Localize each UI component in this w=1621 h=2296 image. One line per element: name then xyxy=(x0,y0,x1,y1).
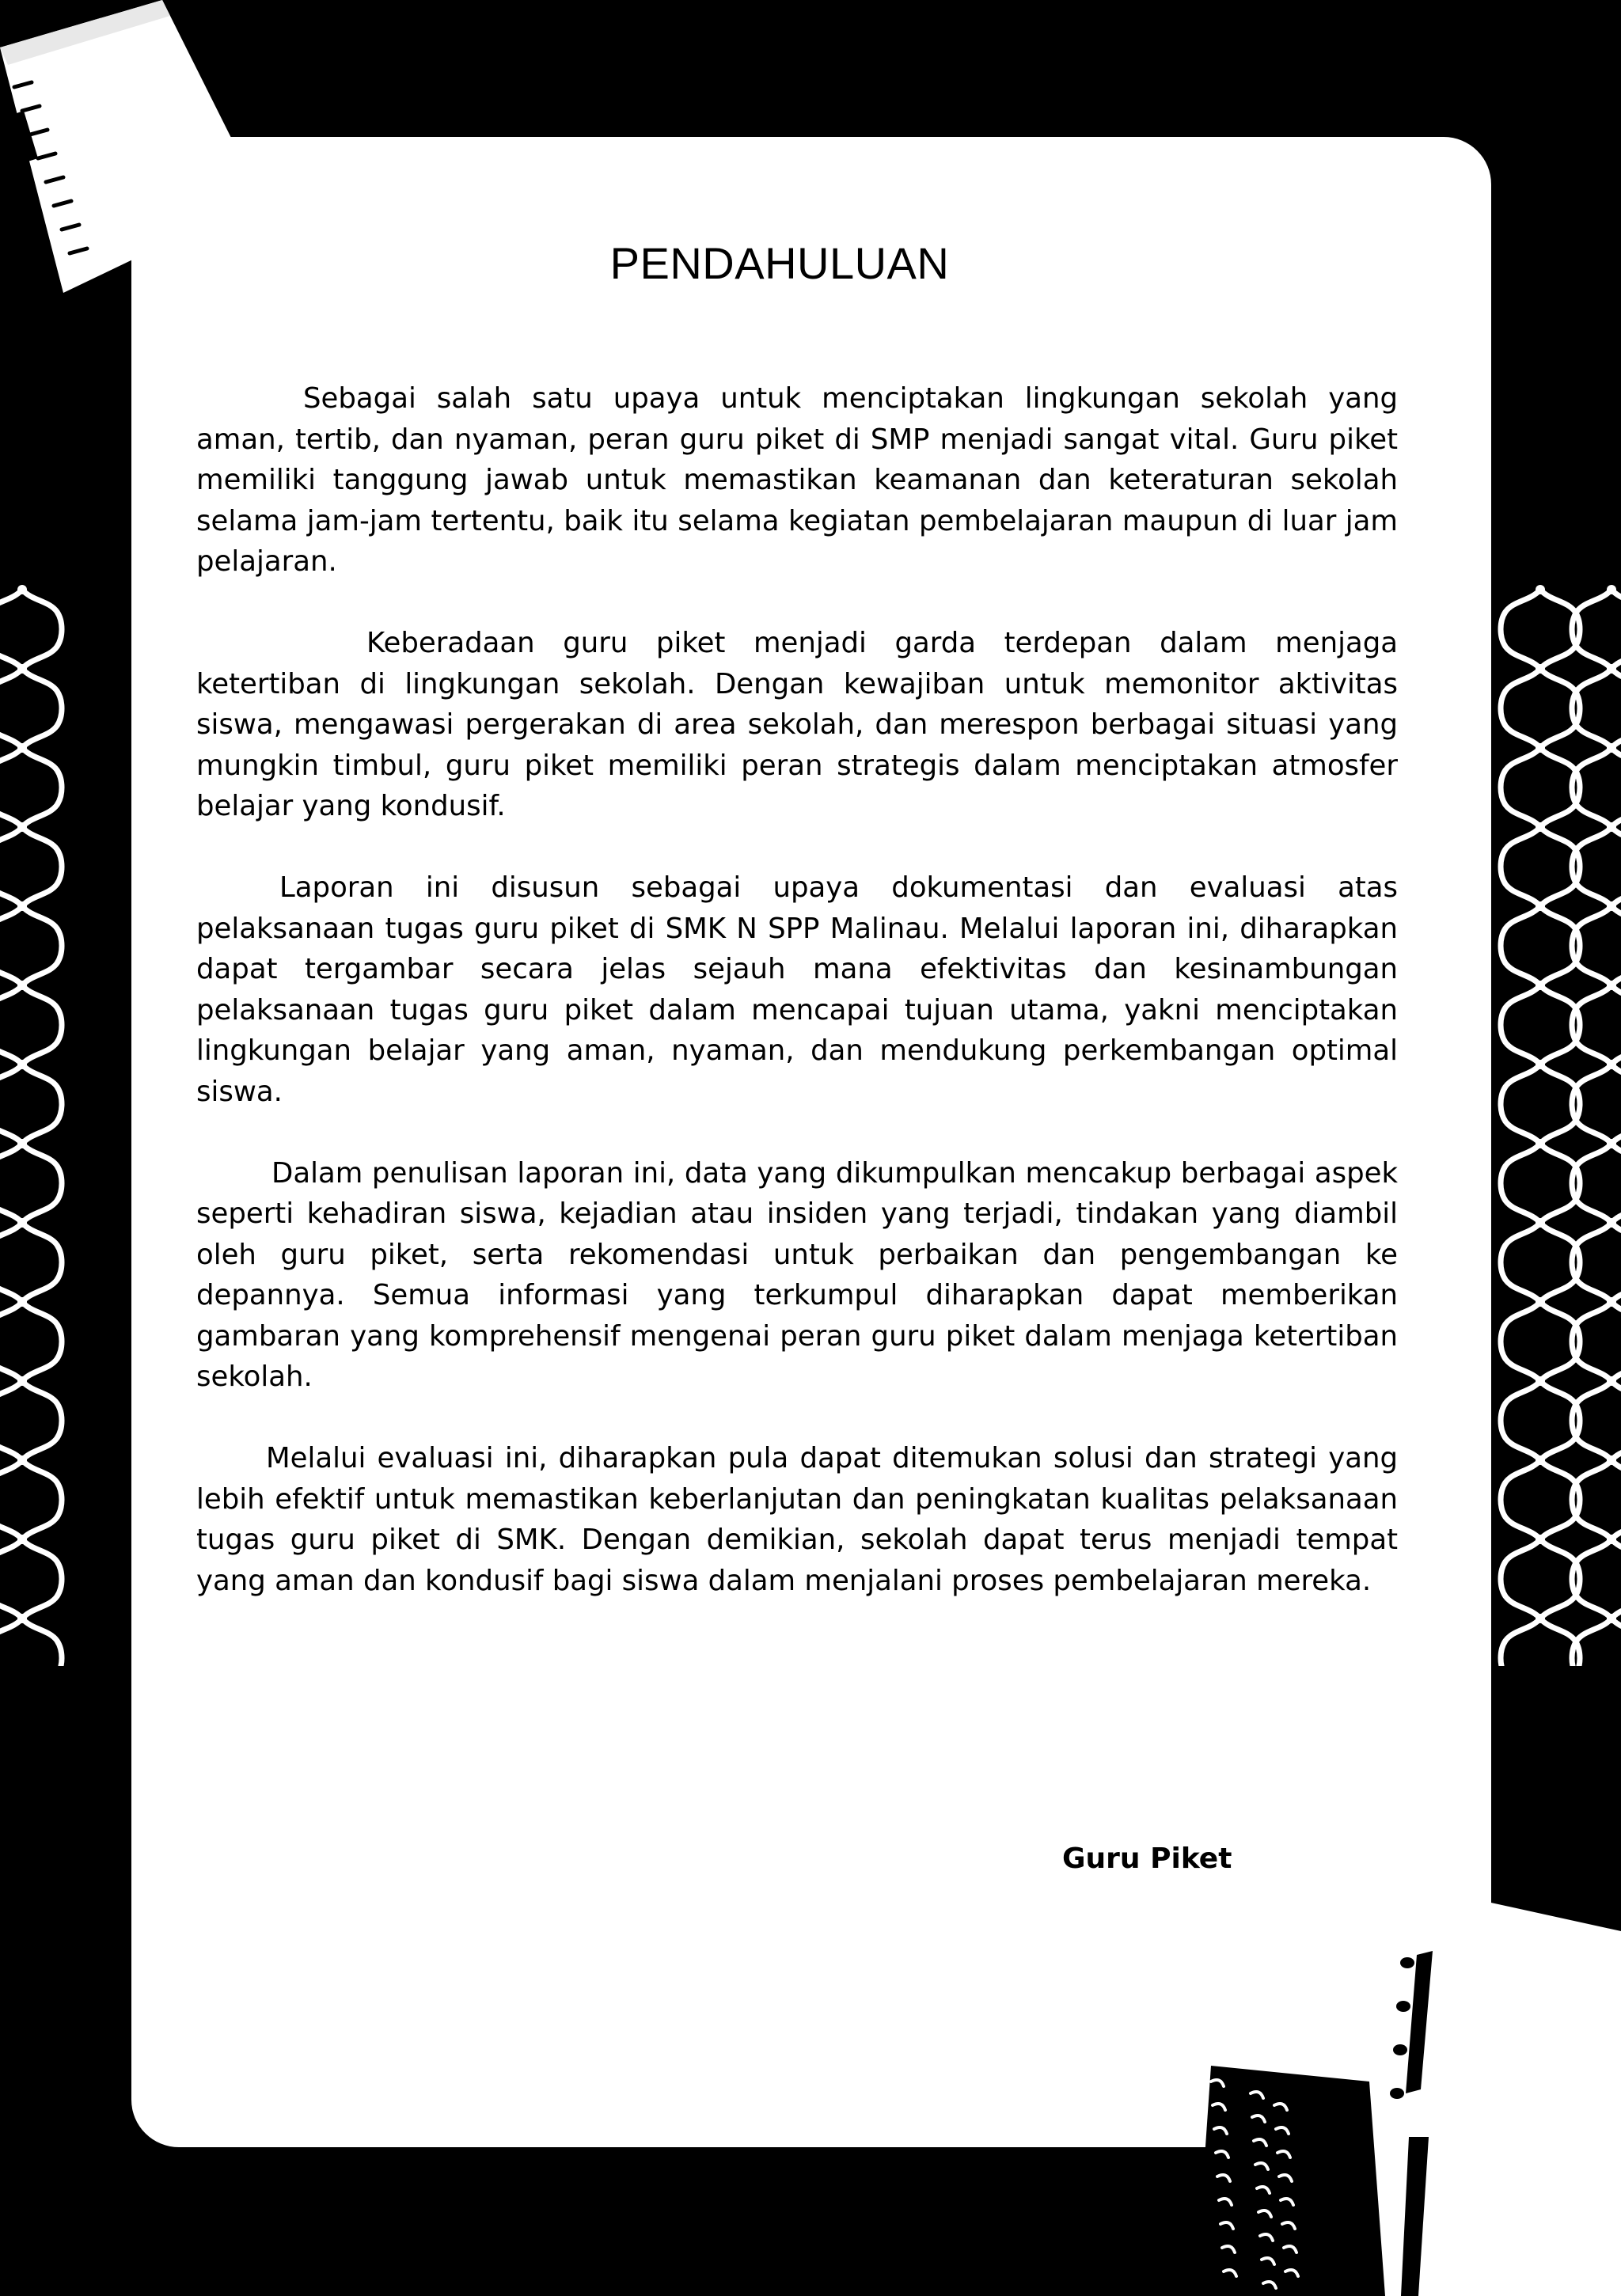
paragraph-1: Sebagai salah satu upaya untuk menciptakan lingkungan sekolah yang aman, tertib, dan nyaman, peran guru piket di SMP menjadi sangat vital. Guru piket memiliki tanggung jawab untuk memastikan keamanan dan keteraturan sekolah selama jam-jam tertentu, baik itu selama kegiatan pembelajaran maupun di luar jam pelajaran. xyxy=(196,382,1398,578)
signature-label: Guru Piket xyxy=(1062,1842,1232,1875)
page-title: PENDAHULUAN xyxy=(609,238,950,288)
paragraph-5: Melalui evaluasi ini, diharapkan pula dapat ditemukan solusi dan strategi yang lebih efektif untuk memastikan keberlanjutan dan peningkatan kualitas pelaksanaan tugas guru piket di SMK. Dengan demikian, sekolah dapat terus menjadi tempat yang aman dan kondusif bagi siswa dalam menjalani proses pembelajaran mereka. xyxy=(196,1442,1398,1597)
document-body xyxy=(196,378,1398,1642)
paragraph-3: Laporan ini disusun sebagai upaya dokumentasi dan evaluasi atas pelaksanaan tugas guru piket di SMK N SPP Malinau. Melalui laporan ini, diharapkan dapat tergambar secara jelas sejauh mana efektivitas dan kesinambungan pelaksanaan tugas guru piket dalam mencapai tujuan utama, yakni menciptakan lingkungan belajar yang aman, nyaman, dan mendukung perkembangan optimal siswa. xyxy=(196,871,1398,1108)
spiral-notepad-icon xyxy=(1187,2050,1393,2296)
right-ornament-border xyxy=(1494,574,1621,1666)
left-ornament-border xyxy=(0,574,76,1666)
paragraph-4: Dalam penulisan laporan ini, data yang dikumpulkan mencakup berbagai aspek seperti kehadiran siswa, kejadian atau insiden yang terjadi, tindakan yang diambil oleh guru piket, serta rekomendasi untuk perbaikan dan pengembangan ke depannya. Semua informasi yang terkumpul diharapkan dapat memberikan gambaran yang komprehensif mengenai peran guru piket dalam menjaga ketertiban sekolah. xyxy=(196,1156,1398,1393)
paragraph-2: Keberadaan guru piket menjadi garda terdepan dalam menjaga ketertiban di lingkungan sekolah. Dengan kewajiban untuk memonitor aktivitas siswa, mengawasi pergerakan di area sekolah, dan merespon berbagai situasi yang mungkin timbul, guru piket memiliki peran strategis dalam menciptakan atmosfer belajar yang kondusif. xyxy=(196,627,1398,822)
